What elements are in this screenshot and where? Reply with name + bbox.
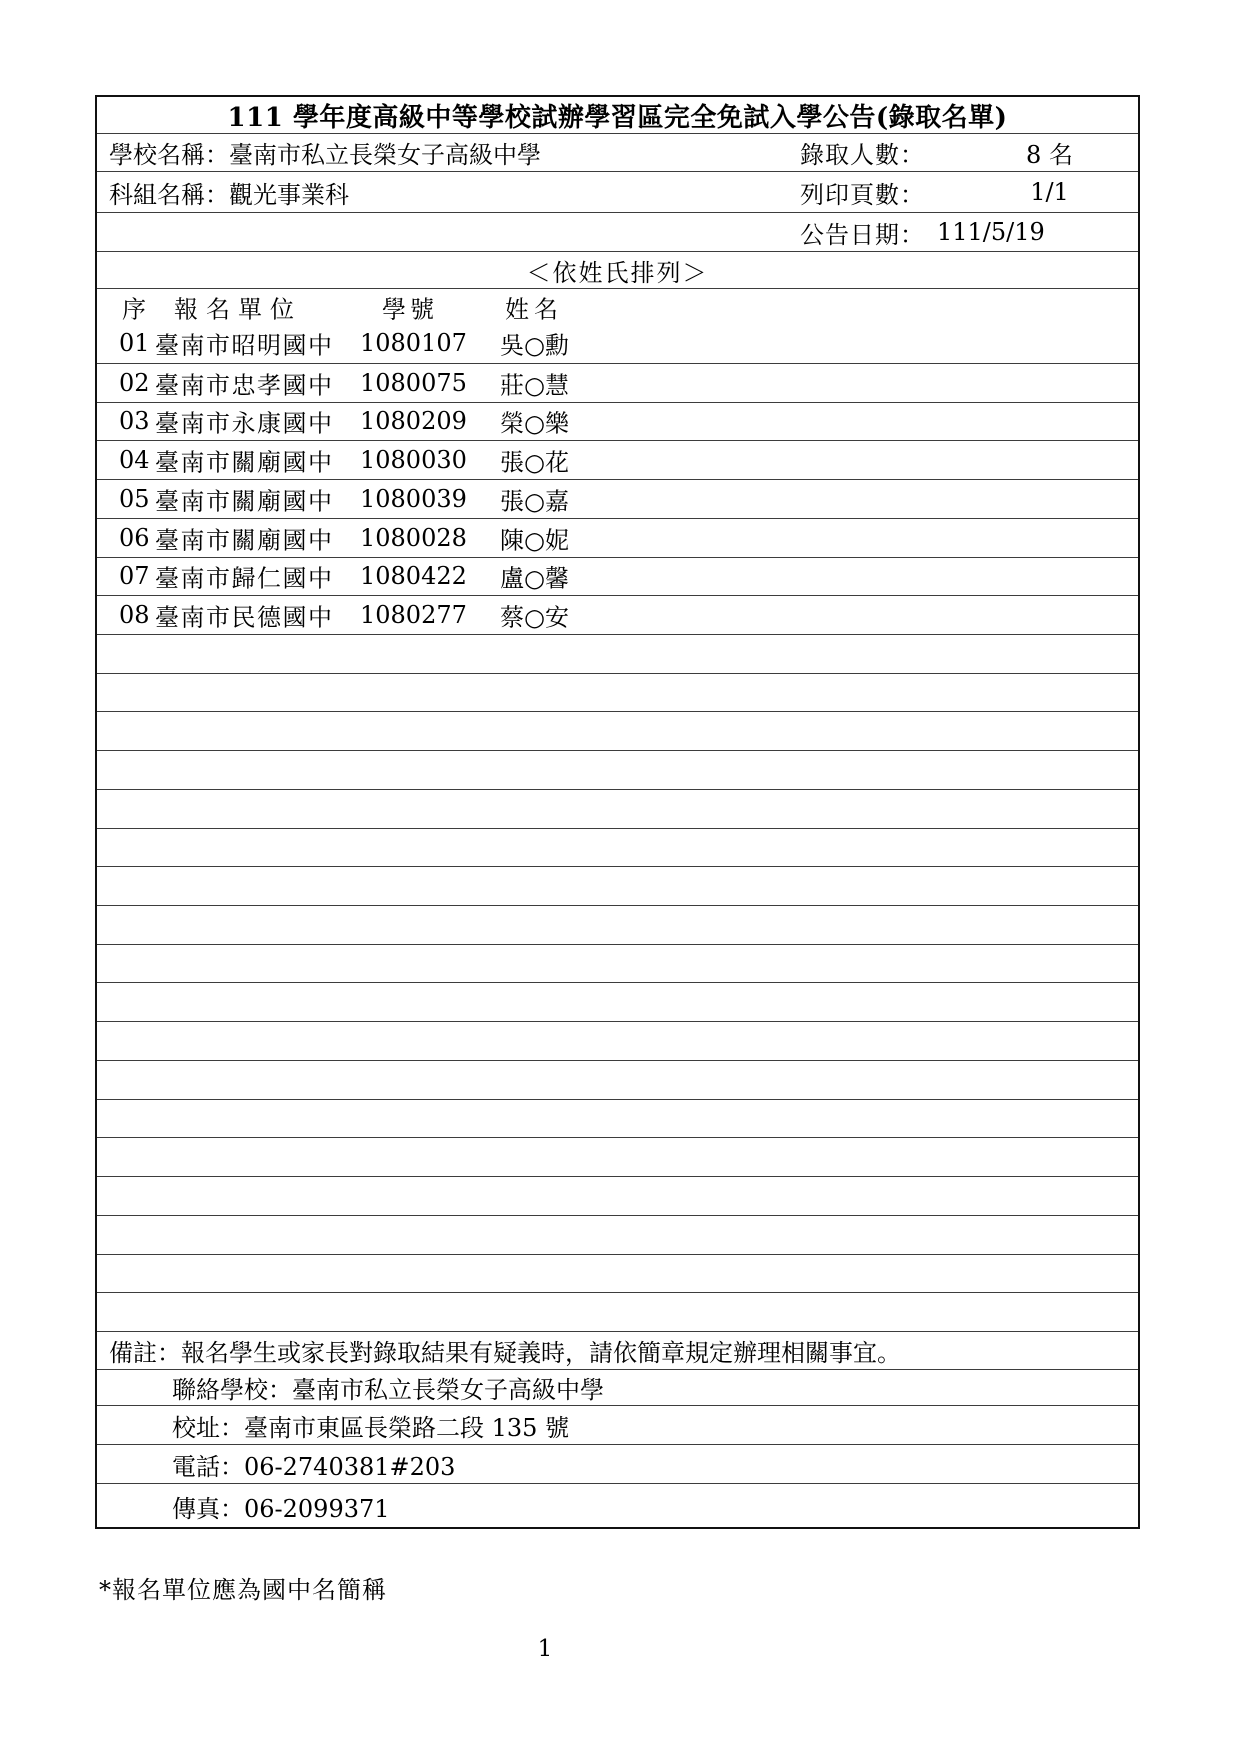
school-info-row	[97, 133, 1138, 171]
row-name: 陳○妮	[500, 526, 569, 555]
row-school: 臺南市歸仁國中	[155, 564, 334, 593]
row-school: 臺南市民德國中	[155, 603, 334, 632]
address-row	[97, 1405, 1138, 1444]
table-row	[97, 324, 1138, 363]
empty-table-row	[97, 982, 1138, 1021]
table-row	[97, 440, 1138, 479]
admitted-count-value: 8 名	[1026, 141, 1073, 169]
table-row	[97, 518, 1138, 557]
table-row	[97, 595, 1138, 634]
remark-text: 備註：報名學生或家長對錄取結果有疑義時，請依簡章規定辦理相關事宜。	[109, 1339, 901, 1367]
row-student-id: 1080209	[360, 407, 467, 436]
col-header-school: 報名單位	[174, 295, 302, 323]
announce-date-value: 111/5/19	[937, 218, 1045, 246]
address-text: 校址：臺南市東區長榮路二段 135 號	[172, 1413, 570, 1442]
row-student-id: 1080028	[360, 523, 467, 552]
table-row	[97, 363, 1138, 402]
row-school: 臺南市忠孝國中	[155, 371, 334, 400]
row-name: 張○嘉	[500, 487, 569, 516]
row-school: 臺南市關廟國中	[155, 487, 334, 516]
row-name: 莊○慧	[500, 371, 569, 400]
row-student-id: 1080039	[360, 484, 467, 513]
empty-table-row	[97, 1137, 1138, 1176]
title-row	[97, 97, 1138, 133]
row-school: 臺南市永康國中	[155, 409, 334, 438]
row-name: 盧○馨	[500, 564, 569, 593]
row-student-id: 1080277	[360, 601, 467, 630]
school-name-value: 臺南市私立長榮女子高級中學	[229, 141, 541, 169]
dept-name-label: 科組名稱：	[109, 180, 229, 209]
empty-table-row	[97, 1215, 1138, 1254]
dept-name-value: 觀光事業科	[229, 180, 349, 209]
print-pages-value: 1/1	[1030, 178, 1069, 206]
table-row	[97, 402, 1138, 441]
empty-table-row	[97, 1060, 1138, 1099]
row-student-id: 1080107	[360, 329, 467, 358]
empty-table-row	[97, 944, 1138, 983]
empty-table-row	[97, 828, 1138, 867]
phone-row	[97, 1444, 1138, 1483]
row-school: 臺南市關廟國中	[155, 526, 334, 555]
empty-table-row	[97, 866, 1138, 905]
col-header-name: 姓名	[505, 295, 563, 323]
row-number: 04	[119, 446, 150, 475]
empty-table-row	[97, 1021, 1138, 1060]
empty-table-row	[97, 634, 1138, 673]
fax-row	[97, 1483, 1138, 1527]
row-name: 吳○勳	[500, 331, 569, 360]
empty-table-row	[97, 750, 1138, 789]
column-header-row	[97, 288, 1138, 324]
empty-table-row	[97, 1176, 1138, 1215]
row-student-id: 1080075	[360, 368, 467, 397]
school-name-label: 學校名稱：	[109, 141, 229, 169]
contact-school-row	[97, 1369, 1138, 1405]
row-student-id: 1080422	[360, 562, 467, 591]
empty-table-row	[97, 905, 1138, 944]
col-header-no: 序	[122, 295, 146, 323]
row-school: 臺南市昭明國中	[155, 331, 334, 360]
print-pages-label: 列印頁數：	[800, 180, 925, 209]
row-number: 08	[119, 601, 150, 630]
row-number: 06	[119, 523, 150, 552]
row-number: 03	[119, 407, 150, 436]
doc-title: 111 學年度高級中等學校試辦學習區完全免試入學公告(錄取名單)	[227, 102, 1008, 133]
announce-date-label: 公告日期：	[800, 220, 925, 249]
date-info-row	[97, 212, 1138, 251]
table-row	[97, 479, 1138, 518]
footnote: *報名單位應為國中名簡稱	[99, 1576, 387, 1604]
table-row	[97, 557, 1138, 596]
sort-note-row	[97, 251, 1138, 288]
row-number: 07	[119, 562, 150, 591]
page-number: 1	[537, 1636, 553, 1662]
admitted-count-label: 錄取人數：	[800, 141, 925, 169]
empty-table-row	[97, 1099, 1138, 1138]
row-number: 02	[119, 368, 150, 397]
dept-info-row	[97, 171, 1138, 212]
row-number: 05	[119, 484, 150, 513]
row-name: 蔡○安	[500, 603, 569, 632]
row-school: 臺南市關廟國中	[155, 448, 334, 477]
empty-table-row	[97, 1254, 1138, 1293]
sort-note: ＜依姓氏排列＞	[526, 258, 709, 287]
contact-school-text: 聯絡學校：臺南市私立長榮女子高級中學	[172, 1376, 604, 1404]
empty-table-row	[97, 711, 1138, 750]
empty-table-row	[97, 673, 1138, 712]
fax-text: 傳真：06-2099371	[172, 1495, 390, 1523]
row-student-id: 1080030	[360, 446, 467, 475]
empty-rows-section	[97, 634, 1138, 1331]
row-name: 張○花	[500, 448, 569, 477]
col-header-student-id: 學號	[382, 295, 438, 323]
admission-table	[95, 95, 1140, 1529]
remark-row	[97, 1331, 1138, 1369]
empty-table-row	[97, 789, 1138, 828]
row-number: 01	[119, 329, 150, 358]
phone-text: 電話：06-2740381#203	[172, 1452, 456, 1481]
row-name: 榮○樂	[500, 409, 569, 438]
empty-table-row	[97, 1292, 1138, 1331]
